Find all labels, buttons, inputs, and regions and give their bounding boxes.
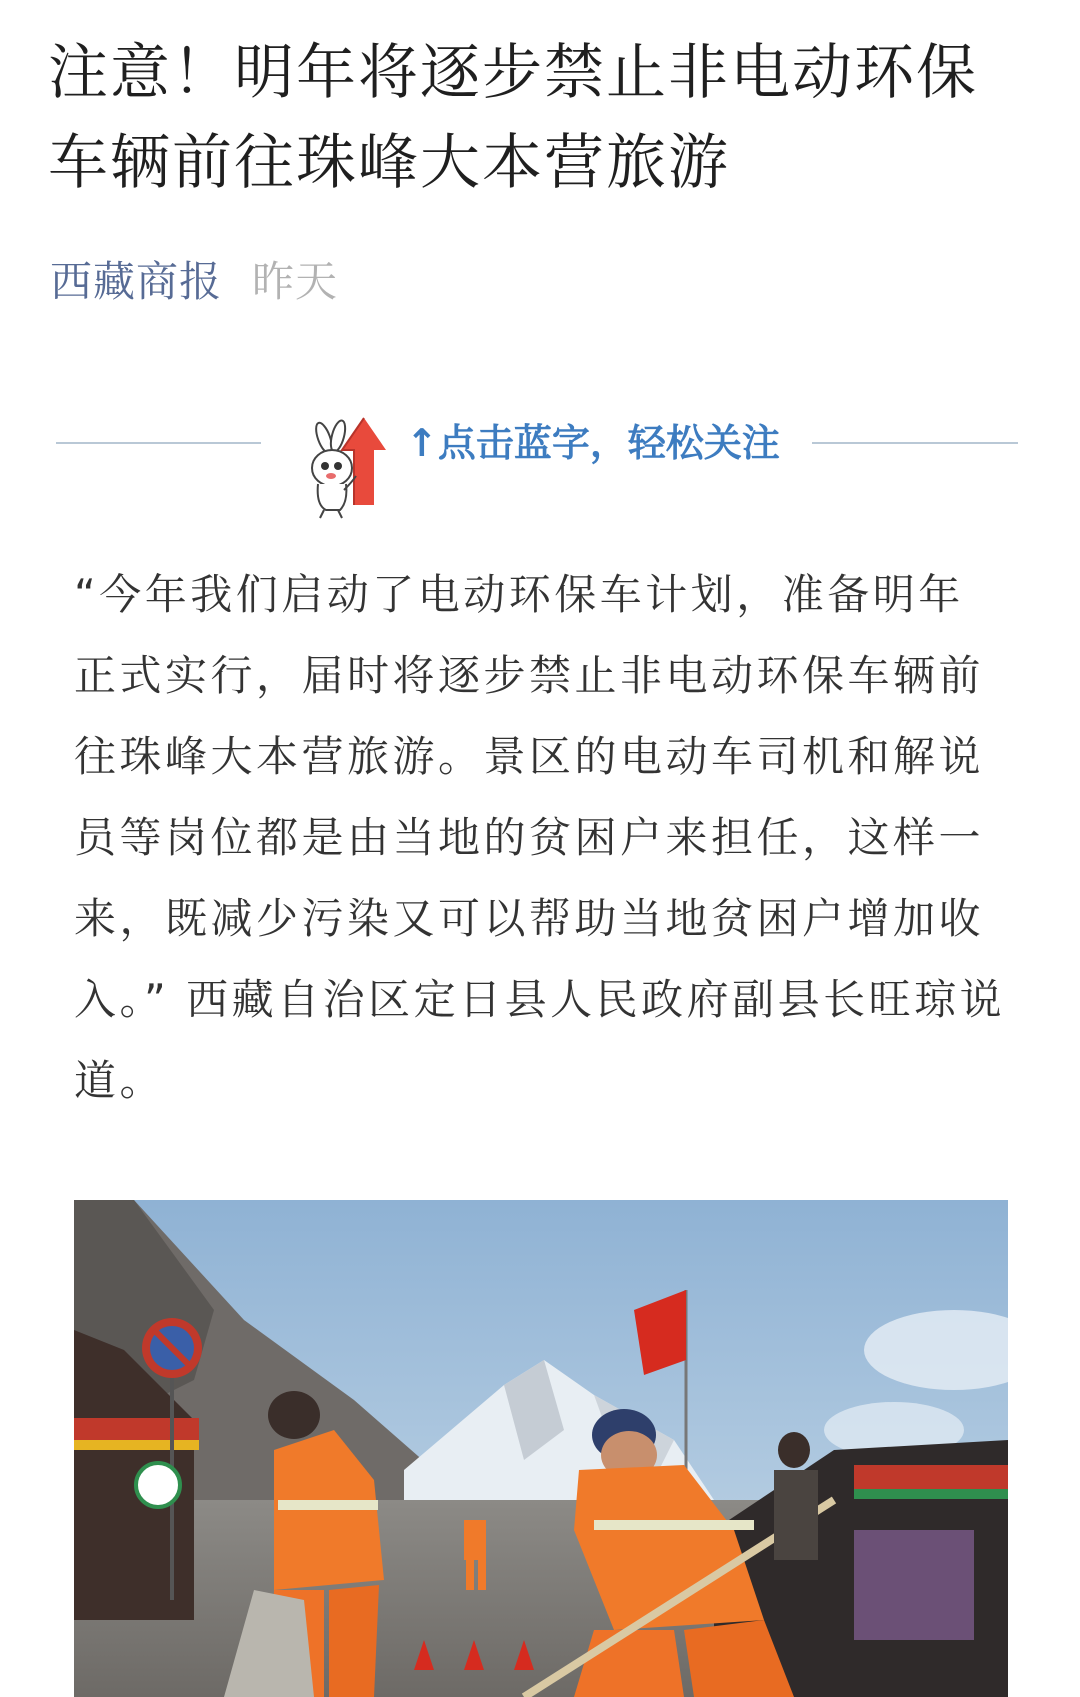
article-meta <box>50 252 338 312</box>
follow-prompt-text[interactable]: ↑点击蓝字，轻松关注 <box>406 421 780 465</box>
publish-date: 昨天 <box>252 257 339 306</box>
rabbit-mascot-icon <box>296 410 396 520</box>
divider-line-left <box>56 442 261 444</box>
follow-banner[interactable] <box>56 418 1018 528</box>
everest-cleanup-illustration <box>74 1200 1008 1697</box>
divider-line-right <box>812 442 1018 444</box>
account-name-link[interactable]: 西藏商报 <box>50 257 223 306</box>
article-title: 注意！明年将逐步禁止非电动环保车辆前往珠峰大本营旅游 <box>48 38 978 198</box>
article-paragraph: “今年我们启动了电动环保车计划，准备明年正式实行，届时将逐步禁止非电动环保车辆前往珠峰大本营旅游。景区的电动车司机和解说员等岗位都是由当地的贫困户来担任，这样一来，既减少污染又可以帮助当地贫困户增加收入。” 西藏自治区定日县人民政府副县长旺琼说道。 <box>74 570 1006 1105</box>
article-photo[interactable] <box>74 1200 1008 1697</box>
